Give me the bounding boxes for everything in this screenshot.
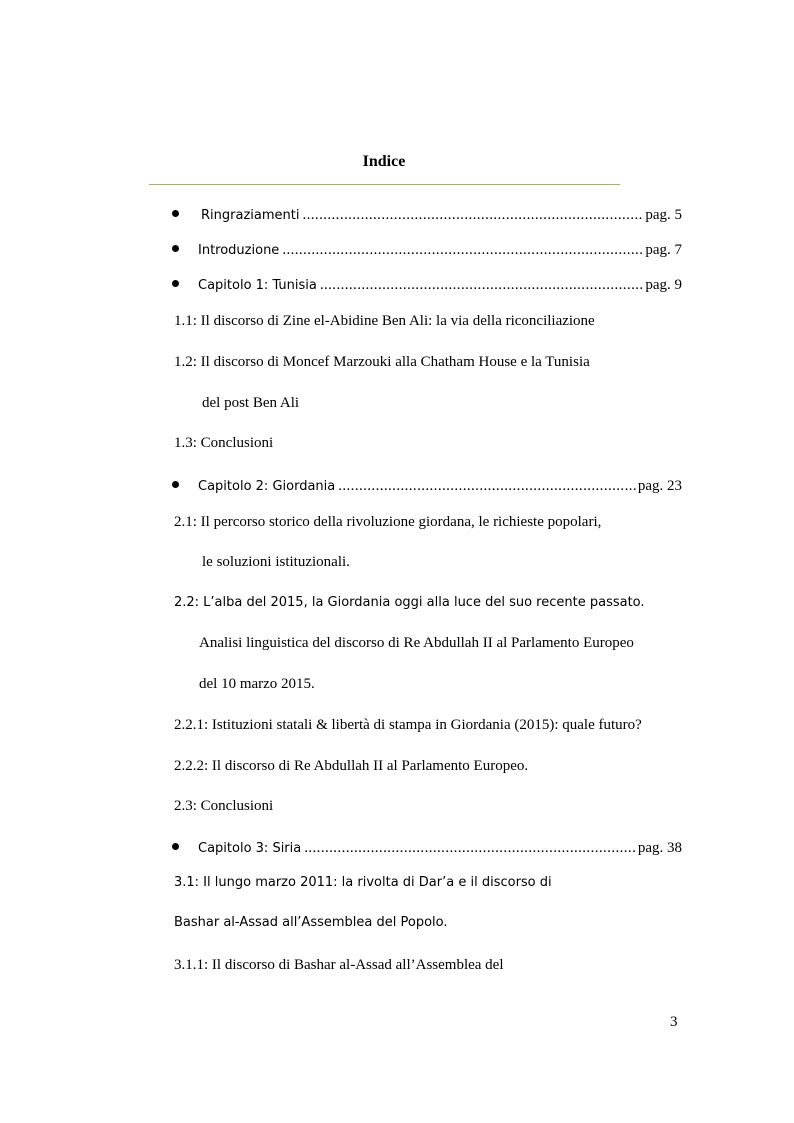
bullet-icon	[172, 280, 179, 287]
dot-leader	[320, 275, 644, 295]
toc-section-2-2[interactable]: 2.2: L’alba del 2015, la Giordania oggi alla luce del suo recente passato.	[174, 595, 645, 610]
toc-section-3-1-continued: Bashar al-Assad all’Assemblea del Popolo.	[174, 915, 448, 930]
toc-entry-page: pag. 38	[637, 840, 682, 856]
toc-entry-label: Capitolo 3: Siria	[198, 841, 302, 856]
toc-section-2-1-continued: le soluzioni istituzionali.	[202, 554, 350, 570]
bullet-icon	[172, 481, 179, 488]
dot-leader	[304, 838, 637, 858]
toc-section-2-2-continued-2: del 10 marzo 2015.	[199, 676, 315, 692]
toc-entry-capitolo-3[interactable]	[172, 838, 682, 858]
toc-entry-capitolo-2[interactable]	[172, 476, 682, 496]
toc-entry-page: pag. 23	[637, 478, 682, 494]
toc-entry-label: Introduzione	[198, 243, 280, 258]
toc-section-2-3[interactable]: 2.3: Conclusioni	[174, 798, 274, 814]
toc-entry-label: Capitolo 2: Giordania	[198, 479, 336, 494]
title-divider	[149, 184, 620, 185]
page-number: 3	[670, 1014, 678, 1030]
bullet-icon	[172, 843, 179, 850]
toc-entry-label: Capitolo 1: Tunisia	[198, 278, 317, 293]
bullet-icon	[172, 245, 179, 252]
toc-entry-page: pag. 7	[645, 242, 682, 258]
toc-entry-label: Ringraziamenti	[201, 208, 300, 223]
toc-section-1-2-continued: del post Ben Ali	[202, 395, 300, 411]
page-title: Indice	[362, 153, 406, 170]
toc-entry-introduzione[interactable]	[172, 240, 682, 260]
toc-entry-capitolo-1[interactable]	[172, 275, 682, 295]
dot-leader	[338, 476, 637, 496]
toc-section-2-2-continued: Analisi linguistica del discorso di Re Abdullah II al Parlamento Europeo	[199, 635, 634, 651]
toc-section-1-1[interactable]: 1.1: Il discorso di Zine el-Abidine Ben Ali: la via della riconciliazione	[174, 313, 595, 329]
toc-entry-page: pag. 9	[645, 277, 682, 293]
bullet-icon	[172, 210, 179, 217]
toc-entry-page: pag. 5	[645, 207, 682, 223]
toc-section-2-2-2[interactable]: 2.2.2: Il discorso di Re Abdullah II al Parlamento Europeo.	[174, 758, 529, 774]
toc-section-3-1[interactable]: 3.1: Il lungo marzo 2011: la rivolta di Dar’a e il discorso di	[174, 875, 552, 890]
toc-section-1-2[interactable]: 1.2: Il discorso di Moncef Marzouki alla Chatham House e la Tunisia	[174, 354, 590, 370]
dot-leader	[302, 205, 644, 225]
dot-leader	[282, 240, 644, 260]
toc-entry-ringraziamenti[interactable]	[172, 205, 682, 225]
toc-section-2-2-1[interactable]: 2.2.1: Istituzioni statali & libertà di stampa in Giordania (2015): quale futuro?	[174, 717, 642, 733]
toc-section-3-1-1[interactable]: 3.1.1: Il discorso di Bashar al-Assad all’Assemblea del	[174, 957, 504, 973]
toc-section-1-3[interactable]: 1.3: Conclusioni	[174, 435, 274, 451]
toc-section-2-1[interactable]: 2.1: Il percorso storico della rivoluzione giordana, le richieste popolari,	[174, 514, 602, 530]
